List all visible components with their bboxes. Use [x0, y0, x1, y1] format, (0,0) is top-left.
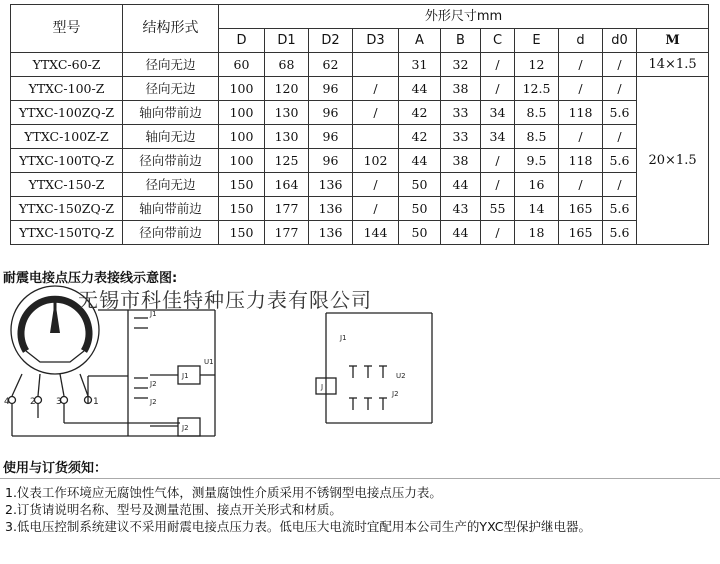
- cell-D2: 96: [309, 101, 353, 125]
- cell-d: 118: [559, 149, 603, 173]
- terminal-label-3: 3: [56, 397, 62, 407]
- cell-d: /: [559, 77, 603, 101]
- company-watermark: 无锡市科佳特种压力表有限公司: [78, 288, 372, 312]
- cell-D1: 130: [265, 101, 309, 125]
- cell-d: 118: [559, 101, 603, 125]
- cell-d0: /: [603, 125, 637, 149]
- cell-C: /: [481, 149, 515, 173]
- cell-D2: 136: [309, 173, 353, 197]
- cell-D1: 177: [265, 221, 309, 245]
- structure-header: 结构形式: [123, 5, 219, 53]
- cell-E: 9.5: [515, 149, 559, 173]
- cell-structure: 轴向带前边: [123, 101, 219, 125]
- dim-col-header: A: [399, 29, 441, 53]
- cell-B: 38: [441, 77, 481, 101]
- cell-d: /: [559, 125, 603, 149]
- cell-structure: 径向无边: [123, 173, 219, 197]
- cell-B: 38: [441, 149, 481, 173]
- cell-model: YTXC-150-Z: [11, 173, 123, 197]
- cell-A: 50: [399, 221, 441, 245]
- cell-C: 34: [481, 101, 515, 125]
- cell-model: YTXC-60-Z: [11, 53, 123, 77]
- cell-E: 12.5: [515, 77, 559, 101]
- cell-D2: 96: [309, 125, 353, 149]
- label-right-u2: U2: [396, 372, 406, 380]
- usage-item: 2.订货请说明名称、型号及测量范围、接点开关形式和材质。: [5, 502, 342, 517]
- cell-D: 100: [219, 101, 265, 125]
- cell-D: 60: [219, 53, 265, 77]
- table-row: [11, 197, 709, 221]
- label-j2-relay: J2: [182, 424, 189, 432]
- cell-structure: 径向无边: [123, 53, 219, 77]
- label-u1: U1: [204, 358, 214, 366]
- label-j2: J2: [150, 380, 157, 388]
- dim-col-header: B: [441, 29, 481, 53]
- cell-C: 55: [481, 197, 515, 221]
- cell-d0: /: [603, 173, 637, 197]
- cell-D1: 164: [265, 173, 309, 197]
- terminal-label-1: 1: [93, 397, 99, 407]
- cell-structure: 径向带前边: [123, 149, 219, 173]
- cell-A: 31: [399, 53, 441, 77]
- cell-structure: 径向带前边: [123, 221, 219, 245]
- table-row: [11, 173, 709, 197]
- cell-model: YTXC-100Z-Z: [11, 125, 123, 149]
- dim-col-header: C: [481, 29, 515, 53]
- cell-C: /: [481, 77, 515, 101]
- table-row: [11, 101, 709, 125]
- cell-D1: 125: [265, 149, 309, 173]
- cell-B: 33: [441, 101, 481, 125]
- cell-model: YTXC-100TQ-Z: [11, 149, 123, 173]
- cell-E: 14: [515, 197, 559, 221]
- table-row: [11, 221, 709, 245]
- cell-D2: 136: [309, 197, 353, 221]
- label-right-j1: J1: [340, 334, 347, 342]
- spec-table: [10, 4, 709, 245]
- usage-list: [5, 484, 717, 535]
- dim-col-header: D3: [353, 29, 399, 53]
- cell-model: YTXC-100-Z: [11, 77, 123, 101]
- cell-B: 33: [441, 125, 481, 149]
- m-col-header: M: [637, 29, 709, 53]
- cell-D1: 68: [265, 53, 309, 77]
- label-j1: J1: [150, 310, 157, 318]
- cell-D1: 120: [265, 77, 309, 101]
- cell-model: YTXC-150TQ-Z: [11, 221, 123, 245]
- cell-model: YTXC-150ZQ-Z: [11, 197, 123, 221]
- usage-item: 3.低电压控制系统建议不采用耐震电接点压力表。低电压大电流时宜配用本公司生产的YXC型保护继电器。: [5, 519, 591, 534]
- cell-D3: /: [353, 101, 399, 125]
- cell-D: 100: [219, 125, 265, 149]
- dim-col-header: D2: [309, 29, 353, 53]
- cell-structure: 径向无边: [123, 77, 219, 101]
- dim-col-header: E: [515, 29, 559, 53]
- cell-D3: 102: [353, 149, 399, 173]
- cell-m: 14×1.5: [637, 53, 709, 77]
- cell-C: /: [481, 53, 515, 77]
- cell-d: 165: [559, 221, 603, 245]
- cell-A: 50: [399, 173, 441, 197]
- cell-model: YTXC-100ZQ-Z: [11, 101, 123, 125]
- cell-D: 150: [219, 221, 265, 245]
- dim-col-header: d: [559, 29, 603, 53]
- cell-C: /: [481, 221, 515, 245]
- table-row: [11, 149, 709, 173]
- cell-E: 8.5: [515, 125, 559, 149]
- cell-D: 100: [219, 77, 265, 101]
- cell-D3: /: [353, 173, 399, 197]
- cell-A: 44: [399, 149, 441, 173]
- cell-A: 42: [399, 101, 441, 125]
- cell-D: 100: [219, 149, 265, 173]
- cell-structure: 轴向无边: [123, 125, 219, 149]
- label-j1-relay: J1: [182, 372, 189, 380]
- cell-E: 16: [515, 173, 559, 197]
- cell-D: 150: [219, 173, 265, 197]
- label-j2-b: J2: [150, 398, 157, 406]
- cell-B: 44: [441, 221, 481, 245]
- cell-E: 8.5: [515, 101, 559, 125]
- diagram-title: 耐震电接点压力表接线示意图:: [3, 271, 178, 286]
- cell-d: /: [559, 173, 603, 197]
- label-right-j: J: [321, 383, 324, 391]
- model-header: 型号: [11, 5, 123, 53]
- header-row: [11, 5, 709, 29]
- cell-D3: [353, 125, 399, 149]
- dims-header: 外形尺寸mm: [219, 5, 709, 29]
- cell-D2: 96: [309, 77, 353, 101]
- dim-col-header: D: [219, 29, 265, 53]
- cell-d0: /: [603, 77, 637, 101]
- cell-D3: [353, 53, 399, 77]
- cell-D1: 177: [265, 197, 309, 221]
- cell-D3: /: [353, 77, 399, 101]
- usage-item: 1.仪表工作环境应无腐蚀性气体，测量腐蚀性介质采用不锈钢型电接点压力表。: [5, 485, 442, 500]
- cell-D1: 130: [265, 125, 309, 149]
- cell-A: 50: [399, 197, 441, 221]
- cell-A: 42: [399, 125, 441, 149]
- table-row: [11, 125, 709, 149]
- cell-d0: 5.6: [603, 221, 637, 245]
- cell-D2: 96: [309, 149, 353, 173]
- cell-d0: 5.6: [603, 101, 637, 125]
- cell-B: 32: [441, 53, 481, 77]
- cell-B: 44: [441, 173, 481, 197]
- table-row: [11, 77, 709, 101]
- cell-structure: 轴向带前边: [123, 197, 219, 221]
- cell-d0: 5.6: [603, 149, 637, 173]
- cell-E: 12: [515, 53, 559, 77]
- cell-D3: /: [353, 197, 399, 221]
- cell-m: 20×1.5: [637, 77, 709, 245]
- cell-d: 165: [559, 197, 603, 221]
- cell-B: 43: [441, 197, 481, 221]
- terminal-label-2: 2: [30, 397, 36, 407]
- dim-col-header: D1: [265, 29, 309, 53]
- cell-d0: /: [603, 53, 637, 77]
- cell-D2: 136: [309, 221, 353, 245]
- dim-col-header: d0: [603, 29, 637, 53]
- cell-d0: 5.6: [603, 197, 637, 221]
- cell-D3: 144: [353, 221, 399, 245]
- cell-d: /: [559, 53, 603, 77]
- table-row: [11, 53, 709, 77]
- cell-A: 44: [399, 77, 441, 101]
- cell-C: /: [481, 173, 515, 197]
- terminal-label-4: 4: [4, 397, 10, 407]
- usage-title: 使用与订货须知：: [3, 461, 108, 476]
- cell-D2: 62: [309, 53, 353, 77]
- cell-C: 34: [481, 125, 515, 149]
- cell-D: 150: [219, 197, 265, 221]
- label-right-j2: J2: [392, 390, 399, 398]
- cell-E: 18: [515, 221, 559, 245]
